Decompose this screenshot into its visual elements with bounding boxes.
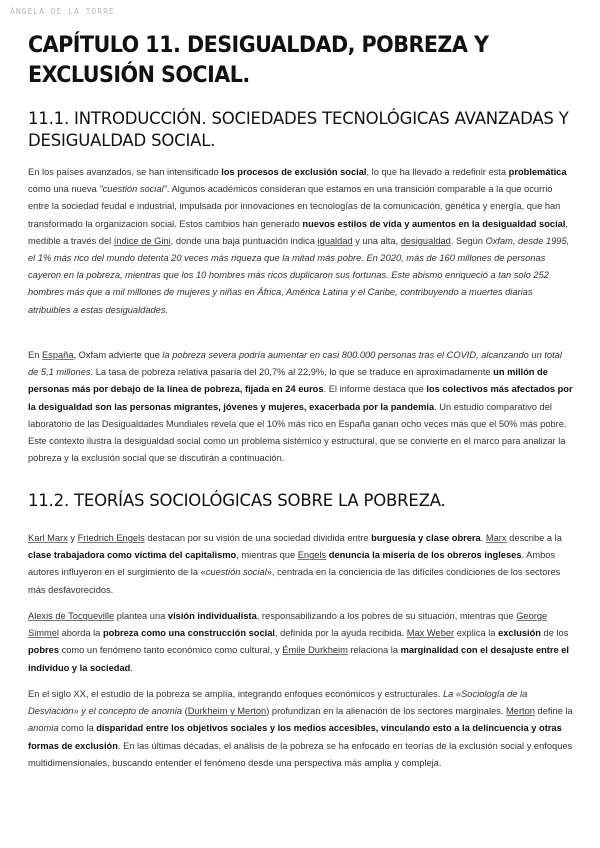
bold-text: los colectivos más afectados por la desigualdad son las personas migrantes, jóvenes y mujeres, exacerbada por la pandemia (28, 384, 573, 412)
bold-text: los procesos de exclusión social (221, 167, 367, 177)
text-run: relaciona la (347, 645, 401, 656)
bold-text: pobres (28, 645, 59, 656)
text-run: como una nueva (28, 184, 100, 195)
text-run: . En las últimas décadas, el análisis de la pobreza se ha enfocado en teorías de la exclusión social y enfoques multidimensionales, buscando entender el fenómeno desde una perspectiva más amplia y compleja. (28, 740, 573, 768)
section-title-teorias: 11.2. TEORÍAS SOCIOLÓGICAS SOBRE LA POBREZA. (28, 491, 446, 510)
text-run: . Según (450, 235, 486, 246)
text-run: y (67, 533, 78, 543)
bold-text: exclusión (498, 628, 541, 639)
text-run: . (130, 662, 133, 673)
link-karl-marx[interactable]: Karl Marx (28, 533, 68, 543)
text-run: En (28, 350, 42, 360)
text-run: , donde una baja puntuación indica (170, 235, 318, 246)
link-durkheim-y-merton[interactable]: Durkheim y Merton (187, 706, 267, 717)
link-igualdad[interactable]: igualdad (317, 235, 353, 246)
text-run: En los países avanzados, se han intensificado (28, 167, 222, 177)
section-title-introduccion: 11.1. INTRODUCCIÓN. SOCIEDADES TECNOLÓGICAS AVANZADAS Y DESIGUALDAD SOCIAL. (28, 109, 569, 150)
text-run: ( (182, 706, 188, 717)
text-run: destacan por su visión de una sociedad dividida entre (144, 533, 372, 543)
link-alexis-de-tocqueville[interactable]: Alexis de Tocqueville (28, 611, 115, 621)
paragraph-marx-engels (28, 530, 574, 599)
text-run: como un fenómeno tanto económico como cultural, y (59, 645, 283, 656)
link-desigualdad[interactable]: desigualdad (400, 235, 451, 246)
bold-text: nuevos estilos de vida y aumentos en la desigualdad social (302, 218, 566, 229)
text-run: . Un estudio comparativo del laboratorio de las Desigualdades Mundiales revela que el 10% más rico en España ganan ocho veces más que el 50% más pobre. Este contexto ilustra la desigualdad social como un problema sistémico y estructural, que se convierte en el marco para analizar la pobreza y la exclusión social que se discutirán a continuación. (28, 401, 567, 464)
running-head: ÁNGELA DE LA TORRE (10, 7, 115, 16)
text-run: . Ambos autores influyeron en el surgimiento de la « (28, 550, 556, 578)
text-run: ) profundizan en la alienación de los sectores marginales. (266, 706, 507, 717)
italic-text: cuestión social (205, 567, 267, 578)
text-run: . El informe destaca que (323, 384, 427, 395)
bold-text: problemática (508, 167, 567, 177)
link-marx[interactable]: Marx (485, 533, 507, 543)
chapter-title: CAPÍTULO 11. DESIGUALDAD, POBREZA Y EXCLUSIÓN SOCIAL. (28, 32, 489, 88)
text-run: define la (534, 706, 573, 717)
bold-text: burguesía y clase obrera (371, 533, 481, 543)
text-run: de los (540, 628, 569, 639)
link-max-weber[interactable]: Max Weber (406, 628, 455, 639)
italic-text: La «Sociología de la Desviación» y el concepto de anomia (28, 689, 528, 717)
bold-text: visión individualista (167, 611, 257, 621)
italic-text: "cuestión social" (99, 184, 167, 195)
text-run: aborda la (59, 628, 103, 639)
bold-text: pobreza como una construcción social (102, 628, 275, 639)
paragraph-intro-2 (28, 347, 574, 467)
link-george-simmel[interactable]: George Simmel (28, 611, 548, 639)
link-espana[interactable]: España (41, 350, 74, 360)
text-run: y una alta, (352, 235, 401, 246)
text-run: », centrada en la conciencia de las difíciles condiciones de los sectores más desfavorecidos. (28, 567, 561, 595)
italic-text: la pobreza severa podría aumentar en casi 800.000 personas tras el COVID, alcanzando un total de 5,1 millones (28, 350, 562, 378)
paragraph-intro-1 (28, 164, 574, 319)
bold-text: un millón de personas más por debajo de la línea de pobreza, fijada en 24 euros (28, 367, 548, 395)
text-run: como la (58, 723, 97, 734)
text-run: En el siglo XX, el estudio de la pobreza se amplía, integrando enfoques económicos y estructurales. (28, 689, 443, 699)
paragraph-siglo-xx (28, 686, 574, 772)
text-run: . (480, 533, 486, 543)
link-indice-de-gini[interactable]: índice de Gini (113, 235, 171, 246)
text-run: , definida por la ayuda recibida. (274, 628, 407, 639)
bold-text: marginalidad con el desajuste entre el individuo y la sociedad (28, 645, 570, 673)
italic-text: anomia (28, 723, 59, 734)
bold-text: denuncia la miseria de los obreros ingleses (328, 550, 522, 561)
italic-text: Oxfam, desde 1995, el 1% más rico del mundo detenta 20 veces más riqueza que la mitad más pobre. En 2020, más de 160 millones de personas cayeron en la pobreza, mientras que los 10 hombres más ricos duplicaron sus fortunas. Este abismo enriqueció a tan solo 252 hombres más que a mil millones de mujeres y niñas en África, América Latina y el Caribe, contribuyendo a muertes diarias atribuibles a estas desigualdades. (28, 235, 570, 315)
text-run: plantea una (114, 611, 168, 621)
bold-text: clase trabajadora como víctima del capitalismo (28, 550, 237, 561)
link-emile-durkheim[interactable]: Émile Durkheim (282, 645, 348, 656)
link-friedrich-engels[interactable]: Friedrich Engels (77, 533, 145, 543)
link-engels[interactable]: Engels (297, 550, 327, 561)
text-run: , Oxfam advierte que (73, 350, 163, 360)
bold-text: disparidad entre los objetivos sociales y los medios accesibles, vinculando esto a la delincuencia y otras formas de exclusión (28, 723, 562, 751)
text-run: , mientras que (236, 550, 298, 561)
text-run: . La tasa de pobreza relativa pasaría del 20,7% al 22,9%, lo que se traduce en aproximadamente (90, 367, 494, 378)
paragraph-tocqueville-simmel (28, 608, 574, 677)
text-run: , medible a través del (28, 218, 568, 246)
text-run: describe a la (506, 533, 562, 543)
text-run: . Algunos académicos consideran que estamos en una transición comparable a la que ocurrió entre la sociedad feudal e industrial, impulsada por innovaciones en tecnologías de la comunicación, genética y energía, que han transformado la organización social. Estos cambios han generado (28, 184, 561, 229)
link-merton[interactable]: Merton (506, 706, 535, 717)
text-run: explica la (454, 628, 499, 639)
text-run: , responsabilizando a los pobres de su situación, mientras que (256, 611, 517, 621)
text-run: , lo que ha llevado a redefinir esta (366, 167, 509, 177)
